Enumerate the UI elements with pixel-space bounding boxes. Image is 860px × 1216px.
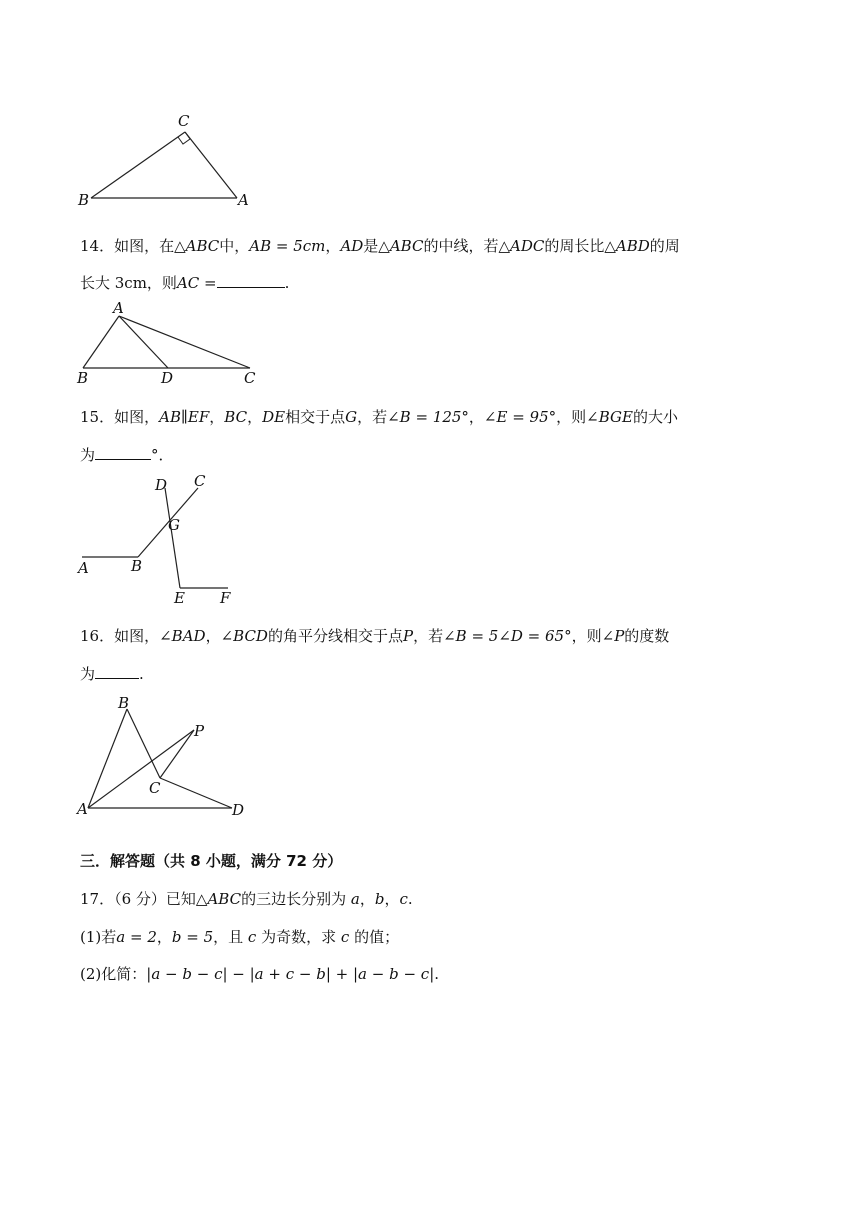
question-16-line-2: 为 . <box>80 665 144 683</box>
fig16-label-a: A <box>77 800 88 818</box>
fig13-label-b: B <box>78 191 90 209</box>
figure-13-right-triangle <box>70 110 260 215</box>
figure-15-parallel-lines <box>70 470 250 610</box>
fig15-label-g: G <box>168 516 180 534</box>
figure-14-triangle-median <box>70 298 280 388</box>
question-17-part-2: (2)化简：|a − b − c| − |a + c − b| + |a − b − c|. <box>80 965 440 983</box>
fig13-label-c: C <box>178 112 190 130</box>
fig15-label-b: B <box>131 557 143 575</box>
question-17-stem: 17．（6 分）已知△ABC的三边长分别为 a，b，c. <box>80 890 413 908</box>
fig16-label-d: D <box>232 801 245 819</box>
fig15-label-c: C <box>194 472 206 490</box>
answer-blank-14[interactable] <box>217 273 285 288</box>
question-14-line-1: 14．如图，在△ABC中，AB = 5cm，AD是△ABC的中线，若△ADC的周长比△ABD的周 <box>80 237 680 255</box>
figure-16-angle-bisectors <box>70 690 260 825</box>
fig14-label-a: A <box>113 299 124 317</box>
question-15-line-1: 15．如图，AB∥EF，BC，DE相交于点G，若∠B = 125°，∠E = 95°，则∠BGE的大小 <box>80 408 678 426</box>
section-3-heading: 三．解答题（共 8 小题，满分 72 分） <box>80 852 343 870</box>
answer-blank-15[interactable] <box>95 445 151 460</box>
question-14-line-2: 长大 3cm，则AC = . <box>80 274 290 292</box>
fig14-label-d: D <box>161 369 174 387</box>
fig15-label-a: A <box>78 559 89 577</box>
fig16-label-b: B <box>118 694 130 712</box>
fig16-label-c: C <box>149 779 161 797</box>
fig15-label-e: E <box>174 589 185 607</box>
question-15-line-2: 为 °． <box>80 446 174 464</box>
fig15-label-f: F <box>220 589 231 607</box>
fig14-label-c: C <box>244 369 256 387</box>
question-17-part-1: (1)若a = 2，b = 5，且 c 为奇数，求 c 的值； <box>80 928 400 946</box>
fig16-label-p: P <box>194 722 205 740</box>
answer-blank-16[interactable] <box>95 664 139 679</box>
fig15-label-d: D <box>155 476 168 494</box>
fig14-label-b: B <box>77 369 89 387</box>
fig13-label-a: A <box>238 191 249 209</box>
question-16-line-1: 16．如图，∠BAD，∠BCD的角平分线相交于点P，若∠B = 5∠D = 65°，则∠P的度数 <box>80 627 670 645</box>
